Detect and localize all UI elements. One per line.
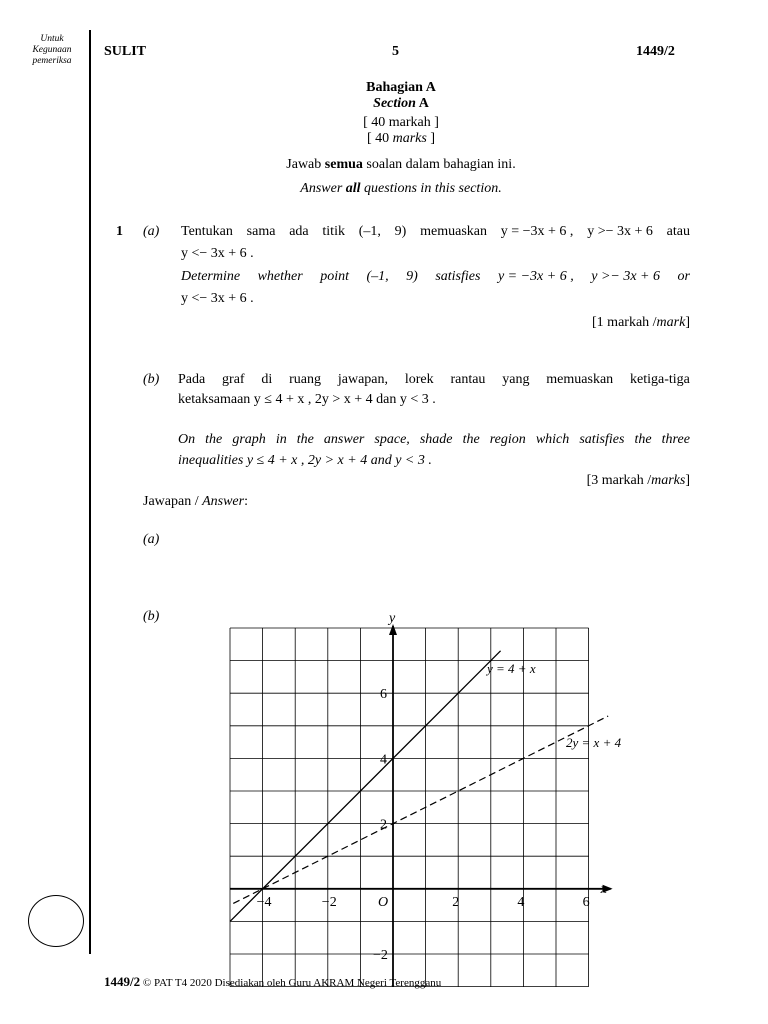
- instr-part: questions in this section.: [360, 181, 502, 196]
- word: y >− 3x + 6: [591, 269, 661, 284]
- word: 9): [394, 224, 407, 239]
- word: point: [320, 269, 349, 284]
- word: sama: [246, 224, 276, 239]
- word: memuaskan: [546, 372, 614, 387]
- margin-note-line: Kegunaan: [32, 45, 72, 55]
- marks-text: [3 markah /: [586, 473, 652, 488]
- word: lorek: [404, 372, 434, 387]
- graph-grid: [230, 628, 589, 987]
- x-tick-label: −4: [256, 894, 272, 910]
- line-y-equals-4-plus-x: [230, 651, 501, 922]
- answer-colon: :: [244, 494, 248, 509]
- question-number: 1: [116, 224, 123, 239]
- section-word: Section: [373, 96, 416, 111]
- instr-part: Jawab: [286, 157, 325, 172]
- marks-unit: marks: [651, 473, 686, 488]
- instr-part: soalan dalam bahagian ini.: [362, 157, 516, 172]
- marks-open: [ 40: [366, 131, 393, 146]
- word: rantau: [450, 372, 486, 387]
- word: Determine: [181, 269, 241, 284]
- line2-label: 2y = x + 4: [566, 735, 622, 750]
- y-tick-label: 4: [380, 752, 387, 768]
- word: the: [462, 432, 480, 447]
- word: or: [677, 269, 690, 284]
- q1a-en-line2: y <− 3x + 6 .: [181, 291, 254, 306]
- word: atau: [666, 224, 690, 239]
- answer-word-en: Answer: [202, 494, 245, 509]
- word: answer: [323, 432, 365, 447]
- word: y >− 3x + 6: [587, 224, 653, 239]
- word: Pada: [178, 372, 206, 387]
- margin-note-line: pemeriksa: [32, 56, 72, 66]
- header-confidential: SULIT: [104, 44, 147, 59]
- q1a-label: (a): [143, 224, 160, 239]
- word: (–1,: [366, 269, 389, 284]
- marks-unit: mark: [656, 315, 686, 330]
- marks-text: [1 markah /: [592, 315, 657, 330]
- line1-label: y = 4 + x: [487, 661, 536, 676]
- word: ketiga-tiga: [630, 372, 690, 387]
- marks-close: ]: [685, 473, 690, 488]
- graph-lines: [230, 651, 608, 922]
- section-title-ms: Bahagian A: [366, 80, 436, 95]
- footer-text: © PAT T4 2020 Disediakan oleh Guru AKRAM Negeri Terengganu: [140, 977, 442, 989]
- word: shade: [419, 432, 453, 447]
- answer-part-a-label: (a): [143, 532, 160, 547]
- q1b-label: (b): [143, 372, 160, 387]
- word: whether: [257, 269, 303, 284]
- word: di: [261, 372, 273, 387]
- marks-close: ]: [685, 315, 690, 330]
- word: ada: [289, 224, 309, 239]
- word: Tentukan: [181, 224, 233, 239]
- word: satisfies: [435, 269, 481, 284]
- word: y = −3x + 6 ,: [500, 224, 574, 239]
- marks-word: marks: [392, 131, 427, 146]
- answer-word-ms: Jawapan /: [143, 494, 203, 509]
- marks-close: ]: [426, 131, 436, 146]
- footer-code: 1449/2: [104, 974, 141, 989]
- word: the: [205, 432, 223, 447]
- word: region: [489, 432, 526, 447]
- word: space,: [374, 432, 410, 447]
- word: 9): [406, 269, 418, 284]
- word: (–1,: [358, 224, 381, 239]
- q1a-ms-line2: y <− 3x + 6 .: [181, 246, 254, 261]
- word: in: [275, 432, 287, 447]
- graph-axes: [230, 624, 613, 987]
- x-tick-label: 2: [452, 894, 460, 910]
- word: yang: [502, 372, 530, 387]
- word: y = −3x + 6 ,: [497, 269, 574, 284]
- word: the: [296, 432, 314, 447]
- word: the: [634, 432, 652, 447]
- instr-emphasis: all: [345, 181, 361, 196]
- word: titik: [322, 224, 345, 239]
- page-number: 5: [392, 44, 399, 59]
- word: graph: [232, 432, 266, 447]
- footer: [104, 974, 441, 990]
- word: memuaskan: [420, 224, 487, 239]
- y-tick-label: 2: [380, 817, 387, 833]
- section-letter: A: [418, 96, 429, 111]
- q1b-ms-line2: ketaksamaan y ≤ 4 + x , 2y > x + 4 dan y < 3 .: [178, 392, 436, 407]
- word: ruang: [289, 372, 322, 387]
- instr-part: Answer: [300, 181, 346, 196]
- line-2y-equals-x-plus-4: [233, 716, 608, 903]
- q1b-en-line2: inequalities y ≤ 4 + x , 2y > x + 4 and y < 3 .: [178, 453, 432, 468]
- x-axis-label: x: [600, 881, 607, 897]
- word: On: [178, 432, 196, 447]
- instr-emphasis: semua: [324, 157, 363, 172]
- y-tick-label: 6: [380, 687, 387, 703]
- word: graf: [222, 372, 245, 387]
- x-tick-label: 4: [517, 894, 525, 910]
- answer-part-b-label: (b): [143, 609, 160, 624]
- x-tick-label: 6: [582, 894, 590, 910]
- origin-label: O: [378, 894, 389, 910]
- x-tick-label: −2: [321, 894, 337, 910]
- word: satisfies: [579, 432, 625, 447]
- paper-code: 1449/2: [636, 44, 675, 59]
- word: three: [661, 432, 690, 447]
- section-marks-ms: [ 40 markah ]: [363, 115, 439, 130]
- y-tick-label: −2: [373, 948, 388, 963]
- y-axis-label: y: [389, 611, 396, 626]
- word: jawapan,: [337, 372, 389, 387]
- margin-note-line: Untuk: [40, 34, 64, 44]
- word: which: [535, 432, 570, 447]
- graph-labels: [257, 611, 622, 963]
